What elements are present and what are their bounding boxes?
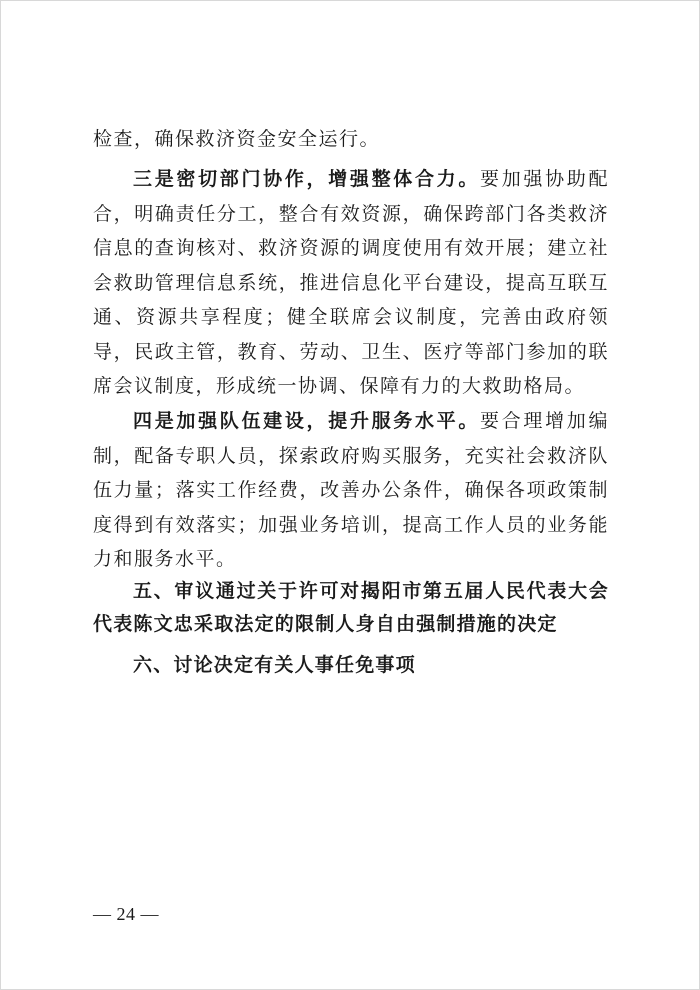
paragraph-continuation (93, 122, 609, 157)
paragraph-text: 要合理增加编制，配备专职人员，探索政府购买服务，充实社会救济队伍力量；落实工作经费，改善办公条件，确保各项政策制度得到有效落实；加强业务培训，提高工作人员的业务能力和服务水平。 (93, 410, 609, 570)
paragraph-text: 要加强协助配合，明确责任分工，整合有效资源，确保跨部门各类救济信息的查询核对、救济资源的调度使用有效开展；建立社会救助管理信息系统，推进信息化平台建设，提高互联互通、资源共享程度；健全联席会议制度，完善由政府领导，民政主管，教育、劳动、卫生、医疗等部门参加的联席会议制度，形成统一协调、保障有力的大救助格局。 (93, 168, 609, 397)
paragraph-team-building (93, 404, 609, 577)
page-number: — 24 — (93, 904, 159, 924)
section-heading-five: 五、审议通过关于许可对揭阳市第五届人民代表大会代表陈文忠采取法定的限制人身自由强制措施的决定 (93, 580, 609, 635)
paragraph-department-coordination (93, 162, 609, 404)
paragraph-lead-sentence: 三是密切部门协作，增强整体合力。 (133, 168, 481, 190)
paragraph-lead-sentence: 四是加强队伍建设，提升服务水平。 (133, 410, 481, 432)
paragraph-text: 检查，确保救济资金安全运行。 (93, 128, 381, 150)
section-heading-six: 六、讨论决定有关人事任免事项 (133, 654, 416, 676)
